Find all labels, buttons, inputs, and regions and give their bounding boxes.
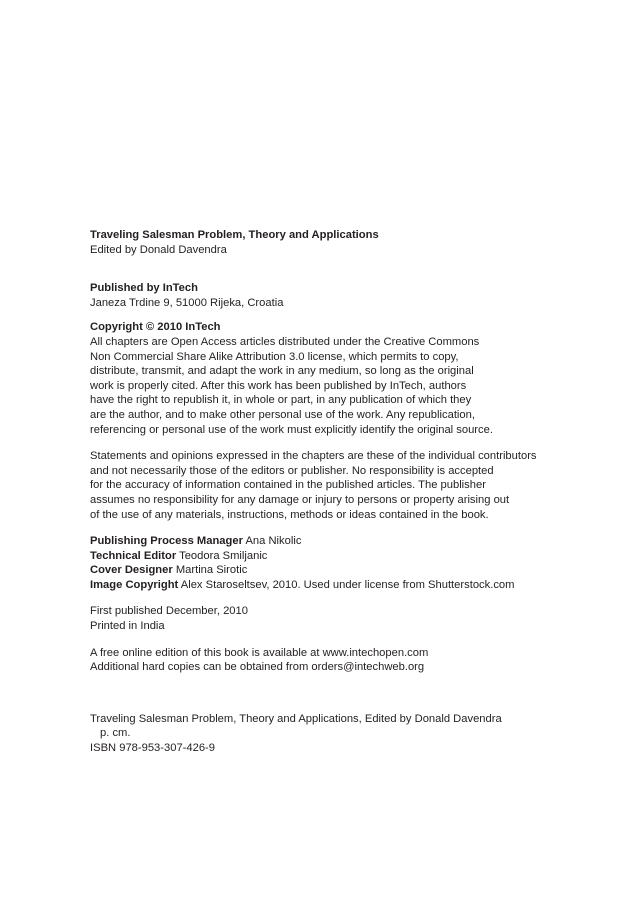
copyright-block (90, 320, 630, 437)
publisher-block (90, 281, 630, 310)
disclaimer-line: of the use of any materials, instructions, methods or ideas contained in the book. (90, 508, 489, 521)
catalog-citation: Traveling Salesman Problem, Theory and Applications, Edited by Donald Davendra (90, 712, 502, 725)
disclaimer-line: Statements and opinions expressed in the chapters are these of the individual contributors (90, 450, 537, 463)
credit-name: Teodora Smiljanic (179, 549, 268, 562)
copyright-line: are the author, and to make other personal use of the work. Any republication, (90, 408, 475, 421)
edited-by: Edited by Donald Davendra (90, 243, 227, 256)
copyright-line: work is properly cited. After this work has been published by InTech, authors (90, 379, 467, 392)
credit-image-copyright (90, 578, 630, 593)
online-edition: A free online edition of this book is available at www.intechopen.com (90, 646, 429, 659)
copyright-line: All chapters are Open Access articles distributed under the Creative Commons (90, 335, 480, 348)
disclaimer-line: assumes no responsibility for any damage or injury to persons or property arising out (90, 493, 510, 506)
credit-role: Publishing Process Manager (90, 535, 243, 548)
copyright-line: distribute, transmit, and adapt the work in any medium, so long as the original (90, 365, 474, 378)
credits-block (90, 534, 630, 592)
published-by: Published by InTech (90, 282, 198, 295)
title-block (90, 228, 630, 257)
copyright-line: referencing or personal use of the work must explicitly identify the original source. (90, 423, 493, 436)
catalog-block (90, 712, 630, 756)
credit-name: Ana Nikolic (245, 535, 302, 548)
catalog-pages: p. cm. (100, 727, 131, 740)
publisher-address: Janeza Trdine 9, 51000 Rijeka, Croatia (90, 296, 284, 309)
catalog-isbn: ISBN 978-953-307-426-9 (90, 742, 216, 755)
copyright-heading: Copyright © 2010 InTech (90, 321, 221, 334)
credit-role: Technical Editor (90, 549, 177, 562)
credit-role: Cover Designer (90, 564, 173, 577)
publication-info-block (90, 604, 630, 633)
credit-role: Image Copyright (90, 578, 179, 591)
book-title: Traveling Salesman Problem, Theory and Applications (90, 229, 379, 241)
copyright-line: have the right to republish it, in whole or part, in any publication of which they (90, 394, 472, 407)
availability-block (90, 646, 630, 675)
credit-process-manager (90, 534, 630, 549)
disclaimer-block (90, 449, 630, 522)
credit-cover-designer (90, 563, 630, 578)
hard-copies: Additional hard copies can be obtained from orders@intechweb.org (90, 661, 425, 674)
disclaimer-line: and not necessarily those of the editors or publisher. No responsibility is accepted (90, 464, 494, 477)
disclaimer-line: for the accuracy of information contained in the published articles. The publisher (90, 479, 486, 492)
first-published: First published December, 2010 (90, 605, 248, 618)
credit-name: Martina Sirotic (175, 564, 248, 577)
copyright-line: Non Commercial Share Alike Attribution 3.0 license, which permits to copy, (90, 350, 459, 363)
credit-technical-editor (90, 549, 630, 564)
credit-name: Alex Staroseltsev, 2010. Used under license from Shutterstock.com (180, 578, 515, 591)
printed-in: Printed in India (90, 620, 165, 633)
page-content (90, 228, 630, 756)
